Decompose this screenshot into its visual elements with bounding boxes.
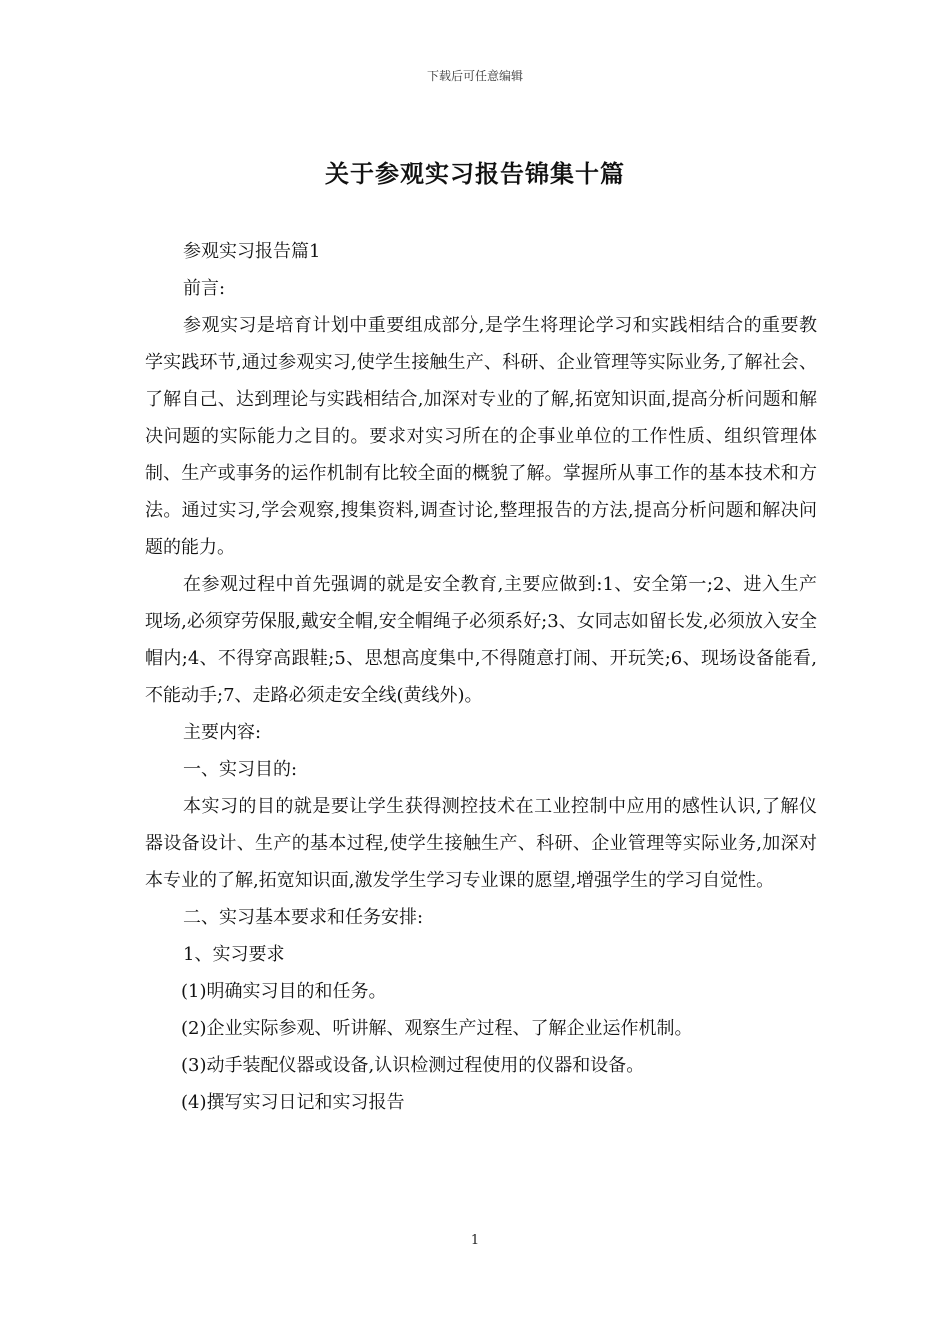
subsection-heading: 二、实习基本要求和任务安排: (183, 907, 424, 928)
document-title: 关于参观实习报告锦集十篇 (325, 160, 625, 188)
content-label: 主要内容: (183, 722, 262, 743)
document-body (145, 233, 817, 1121)
paragraph: 参观实习是培育计划中重要组成部分,是学生将理论学习和实践相结合的重要教学实践环节,通过参观实习,使学生接触生产、科研、企业管理等实际业务,了解社会、了解自己、达到理论与实践相结合,加深对专业的了解,拓宽知识面,提高分析问题和解决问题的实际能力之目的。要求对实习所在的企事业单位的工作性质、组织管理体制、生产或事务的运作机制有比较全面的概貌了解。掌握所从事工作的基本技术和方法。通过实习,学会观察,搜集资料,调查讨论,整理报告的方法,提高分析问题和解决问题的能力。 (145, 315, 817, 558)
subsection-heading: 一、实习目的: (183, 759, 298, 780)
paragraph: 在参观过程中首先强调的就是安全教育,主要应做到:1、安全第一;2、进入生产现场,必须穿劳保服,戴安全帽,安全帽绳子必须系好;3、女同志如留长发,必须放入安全帽内;4、不得穿高跟鞋;5、思想高度集中,不得随意打闹、开玩笑;6、现场设备能看,不能动手;7、走路必须走安全线(黄线外)。 (145, 574, 817, 706)
list-item: (3)动手装配仪器或设备,认识检测过程使用的仪器和设备。 (181, 1055, 645, 1076)
preface-label: 前言: (183, 278, 226, 299)
page-number: 1 (470, 1233, 480, 1248)
list-item: (1)明确实习目的和任务。 (181, 981, 387, 1002)
list-item: (2)企业实际参观、听讲解、观察生产过程、了解企业运作机制。 (181, 1018, 693, 1039)
page-header: 下载后可任意编辑 (426, 69, 523, 83)
section-heading: 参观实习报告篇1 (183, 241, 321, 262)
paragraph: 本实习的目的就是要让学生获得测控技术在工业控制中应用的感性认识,了解仪器设备设计、生产的基本过程,使学生接触生产、科研、企业管理等实际业务,加深对本专业的了解,拓宽知识面,激发学生学习专业课的愿望,增强学生的学习自觉性。 (145, 796, 817, 891)
list-heading: 1、实习要求 (183, 944, 285, 965)
list-item: (4)撰写实习日记和实习报告 (181, 1092, 405, 1113)
